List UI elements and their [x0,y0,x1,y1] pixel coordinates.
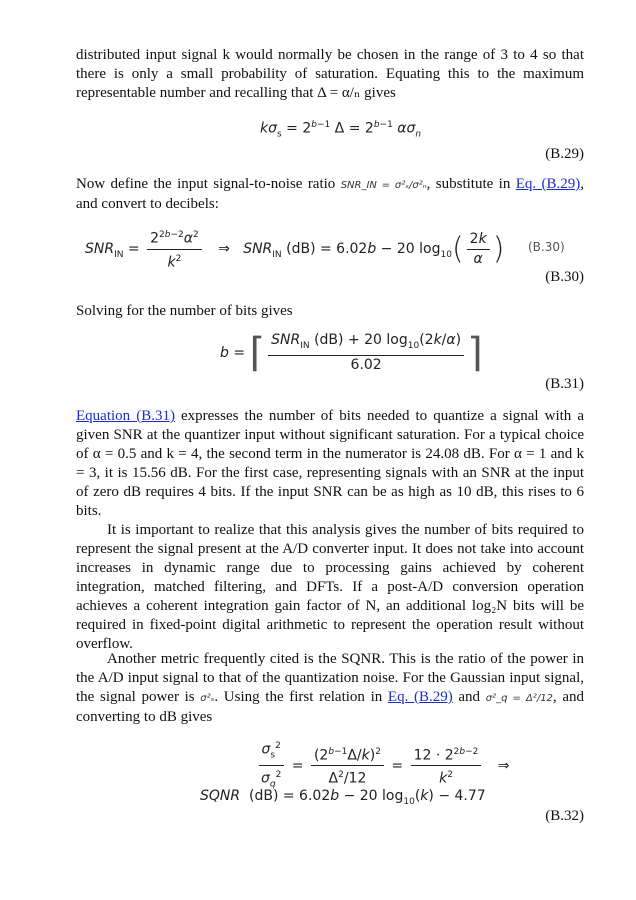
equation-number-b32: (B.32) [545,808,584,824]
equation-b31: b = ⌈ $\frac{SNR_{IN} (dB) + 20 \log_{10}(2k/\alpha)}{6.02}$ ⌉ [220,330,483,376]
fraction-snr: $\frac{2^{2b-2}\alpha^2}{k^2}$ [147,227,202,271]
eq-b29-link[interactable]: Eq. (B.29) [515,176,581,192]
eq-b29-link-2[interactable]: Eq. (B.29) [387,689,453,705]
paragraph-4-text: expresses the number of bits needed to quantize a signal with a given SNR at the quantizer input without significant saturation. For a typical choice of α = 0.5 and k = 4, the second term in the numerator is 24.08 dB. For α = 1 and k = 3, it is 15.56 dB. For the first case, representing signals with an SNR at the input of zero dB requires 4 bits. If the input SNR can be as high as 10 dB, this rises to 6 bits. [76,408,584,519]
equation-number-b30: (B.30) [545,269,584,285]
noise-power-inline-math: σ²_q = Δ²/12 [485,693,553,704]
paragraph-6-text-d: , and converting to dB gives [76,689,584,725]
equation-b32-sqnr: SQNR (dB) = 6.02b − 20 $\log_{10}(k) - 4.77$ [200,788,486,807]
snr-inline-math: SNR_IN = σ²ₛ/σ²ₙ [340,180,427,191]
equation-number-b31: (B.31) [545,376,584,392]
paragraph-2-text-c: , and convert to decibels: [76,176,584,212]
paragraph-6-text-c: and [452,689,486,705]
equation-number-b29: (B.29) [545,146,584,162]
eq-b31-link[interactable]: Equation (B.31) [76,408,175,424]
paragraph-1 [76,46,584,103]
paragraph-5-text: It is important to realize that this analysis gives the number of bits required to represent the signal present at the A/D converter input. It does not take into account increases in dynamic range due to processing gains achieved by coherent integration, matched filtering, and DFTs. If a post-A/D conversion operation achieves a coherent integration gain factor of N, an additional log₂N bits will be required in fixed-point digital arithmetic to represent the operation result without overflow. [76,522,584,652]
equation-b29: $k\sigma_s = 2^{b-1}$ $\Delta = 2^{b-1}$ $\alpha\sigma_n$ [260,120,422,140]
paragraph-5 [76,521,584,654]
paragraph-2 [76,175,584,214]
paragraph-3 [76,302,584,321]
paragraph-2-text-b: , substitute in [426,176,516,192]
paragraph-4 [76,407,584,521]
paragraph-6-text-a: Another metric frequently cited is the SQNR. This is the ratio of the power in the A/D input signal to that of the quantization noise. For the Gaussian input signal, the signal power is [76,651,584,705]
paragraph-1-text: distributed input signal k would normally be chosen in the range of 3 to 4 so that there is only a small probability of saturation. Equating this to the maximum representable number and recalling that Δ = α/ₙ gives [76,47,584,101]
paragraph-2-text-a: Now define the input signal-to-noise ratio [76,176,341,192]
equation-b30: $SNR_{IN}$ = $\frac{2^{2b-2}\alpha^2}{k^2}$ ⇒ $SNR_{IN}$ (dB) = 6.02b − 20 $\log_{10}$( $\frac{2k}{\alpha}$ ) [85,227,504,271]
equation-b30-inner-label: (B.30) [528,240,565,254]
paragraph-6-text-b: . Using the first relation in [214,689,388,705]
signal-power-inline-math: σ²ₛ [200,693,215,704]
paragraph-3-text: Solving for the number of bits gives [76,303,293,319]
equation-b32-ratio: $\frac{\sigma_s^2}{\sigma_q^2}$ = $\frac{(2^{b-1}\Delta/k)^2}{\Delta^2/12}$ = $\frac{12 \cdot 2^{2b-2}}{k^2}$ ⇒ [255,738,510,794]
paragraph-6 [76,650,584,727]
